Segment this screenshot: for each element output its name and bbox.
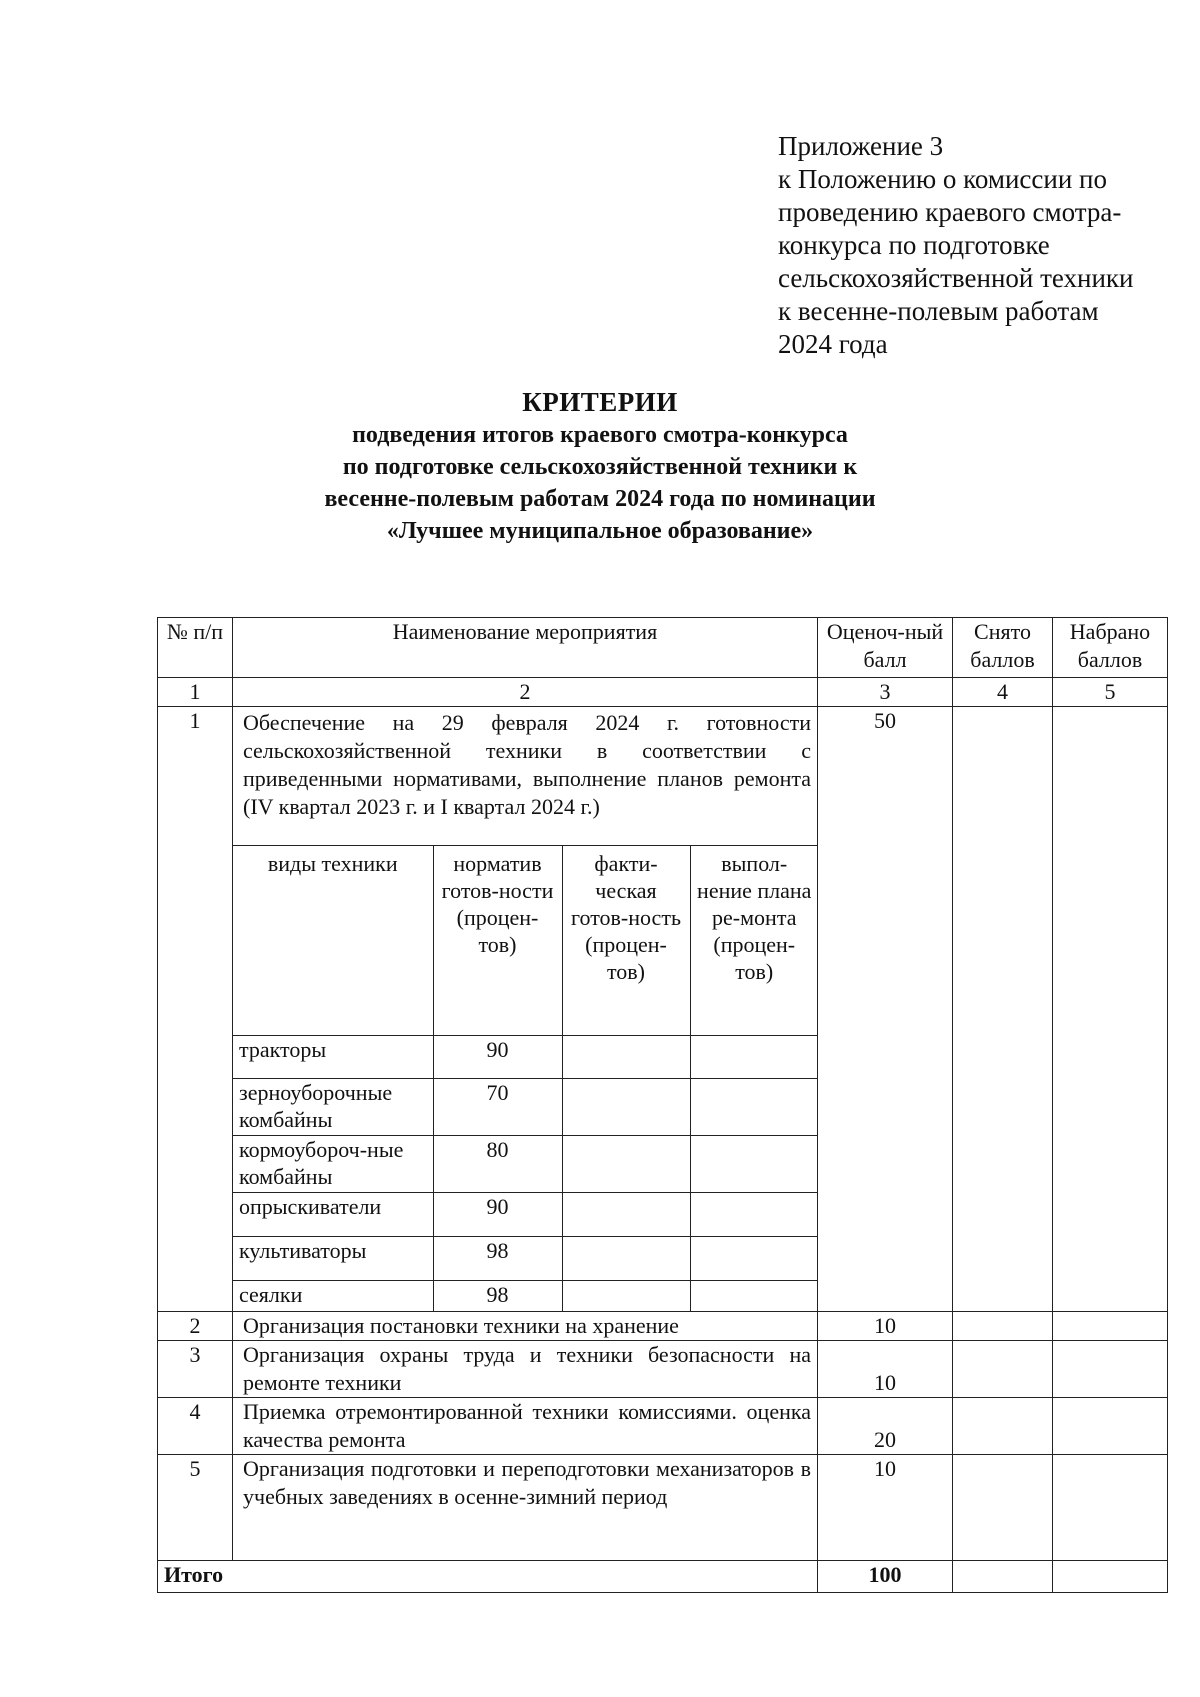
row-gained[interactable] — [1053, 1397, 1168, 1454]
annex-note: Приложение 3 к Положению о комиссии по проведению краевого смотра- конкурса по подготовке сельскохозяйственной техники к весенне-полевым работам 2024 года — [778, 131, 1134, 359]
subtable-header-row — [233, 846, 818, 1036]
equipment-actual[interactable] — [562, 1136, 690, 1193]
row-removed[interactable] — [953, 707, 1053, 1312]
equipment-type: тракторы — [233, 1036, 433, 1079]
row-number: 4 — [158, 1397, 233, 1454]
equipment-norm: 70 — [433, 1079, 562, 1136]
criteria-table — [157, 617, 1168, 1593]
header-name: Наименование мероприятия — [233, 618, 818, 678]
col-number: 4 — [953, 678, 1053, 707]
header-num: № п/п — [158, 618, 233, 678]
equipment-plan[interactable] — [690, 1281, 818, 1311]
sub-header-norm: норматив готов-ности (процен-тов) — [433, 846, 562, 1036]
header-removed: Снято баллов — [953, 618, 1053, 678]
row-number: 1 — [158, 707, 233, 1312]
row-score: 50 — [818, 707, 953, 1312]
equipment-subtable — [233, 845, 818, 1311]
equipment-type: культиваторы — [233, 1237, 433, 1281]
total-removed[interactable] — [953, 1560, 1053, 1592]
row-text: Обеспечение на 29 февраля 2024 г. готовности сельскохозяйственной техники в соответствии с приведенными нормативами, выполнение планов ремонта (IV квартал 2023 г. и I квартал 2024 г.) — [243, 710, 811, 819]
row-text: Организация постановки техники на хранение — [233, 1311, 818, 1340]
equipment-plan[interactable] — [690, 1237, 818, 1281]
equipment-plan[interactable] — [690, 1079, 818, 1136]
equipment-actual[interactable] — [562, 1079, 690, 1136]
table-row — [158, 1397, 1168, 1454]
row-removed[interactable] — [953, 1340, 1053, 1397]
equipment-actual[interactable] — [562, 1036, 690, 1079]
row-score: 10 — [818, 1454, 953, 1560]
total-score: 100 — [818, 1560, 953, 1592]
equipment-norm: 90 — [433, 1193, 562, 1237]
col-number: 1 — [158, 678, 233, 707]
row-removed[interactable] — [953, 1397, 1053, 1454]
row-number: 5 — [158, 1454, 233, 1560]
subtable-row — [233, 1281, 818, 1311]
row-text: Приемка отремонтированной техники комиссиями. оценка качества ремонта — [233, 1397, 818, 1454]
table-row — [158, 1454, 1168, 1560]
title-block — [0, 385, 1200, 547]
col-number: 5 — [1053, 678, 1168, 707]
sub-header-type: виды техники — [233, 846, 433, 1036]
col-number: 3 — [818, 678, 953, 707]
row-gained[interactable] — [1053, 1311, 1168, 1340]
total-row — [158, 1560, 1168, 1592]
equipment-plan[interactable] — [690, 1193, 818, 1237]
table-row — [158, 1340, 1168, 1397]
subtable-row — [233, 1136, 818, 1193]
equipment-plan[interactable] — [690, 1036, 818, 1079]
equipment-type: зерноуборочные комбайны — [233, 1079, 433, 1136]
row-content — [233, 707, 818, 1312]
equipment-norm: 98 — [433, 1237, 562, 1281]
equipment-norm: 80 — [433, 1136, 562, 1193]
subtable-row — [233, 1237, 818, 1281]
equipment-actual[interactable] — [562, 1281, 690, 1311]
equipment-norm: 98 — [433, 1281, 562, 1311]
row-gained[interactable] — [1053, 1340, 1168, 1397]
row-text: Организация охраны труда и техники безопасности на ремонте техники — [233, 1340, 818, 1397]
equipment-norm: 90 — [433, 1036, 562, 1079]
equipment-type: опрыскиватели — [233, 1193, 433, 1237]
row-number: 2 — [158, 1311, 233, 1340]
subtable-row — [233, 1036, 818, 1079]
subtable-row — [233, 1193, 818, 1237]
header-gained: Набрано баллов — [1053, 618, 1168, 678]
equipment-type: кормоубороч-ные комбайны — [233, 1136, 433, 1193]
total-label: Итого — [158, 1560, 818, 1592]
equipment-actual[interactable] — [562, 1193, 690, 1237]
row-gained[interactable] — [1053, 707, 1168, 1312]
sub-header-actual: факти-ческая готов-ность (процен-тов) — [562, 846, 690, 1036]
row-number: 3 — [158, 1340, 233, 1397]
equipment-plan[interactable] — [690, 1136, 818, 1193]
table-row — [158, 707, 1168, 1312]
table-row — [158, 1311, 1168, 1340]
row-text: Организация подготовки и переподготовки механизаторов в учебных заведениях в осенне-зимний период — [233, 1454, 818, 1560]
header-score: Оценоч-ный балл — [818, 618, 953, 678]
document-title: КРИТЕРИИ — [522, 387, 678, 417]
total-gained[interactable] — [1053, 1560, 1168, 1592]
row-gained[interactable] — [1053, 1454, 1168, 1560]
subtable-row — [233, 1079, 818, 1136]
row-score: 20 — [818, 1397, 953, 1454]
row-removed[interactable] — [953, 1311, 1053, 1340]
column-number-row — [158, 678, 1168, 707]
sub-header-plan: выпол-нение плана ре-монта (процен-тов) — [690, 846, 818, 1036]
col-number: 2 — [233, 678, 818, 707]
equipment-actual[interactable] — [562, 1237, 690, 1281]
header-row — [158, 618, 1168, 678]
document-subtitle: подведения итогов краевого смотра-конкурса по подготовке сельскохозяйственной техники к весенне-полевым работам 2024 года по номинации «Лучшее муниципальное образование» — [324, 422, 876, 544]
row-score: 10 — [818, 1311, 953, 1340]
row-score: 10 — [818, 1340, 953, 1397]
row-removed[interactable] — [953, 1454, 1053, 1560]
equipment-type: сеялки — [233, 1281, 433, 1311]
